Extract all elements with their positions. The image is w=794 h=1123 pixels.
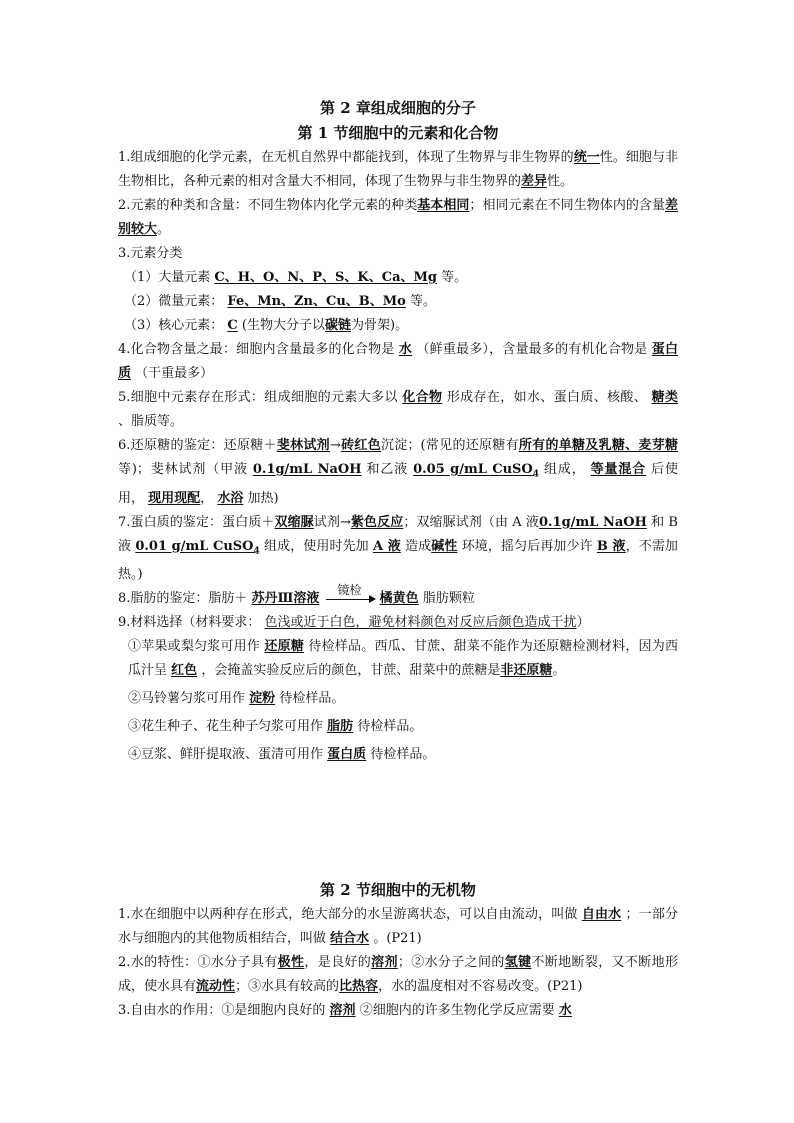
para-9-3: ③花生种子、花生种子匀浆可用作 脂肪 待检样品。 xyxy=(128,719,423,735)
para-5: 5.细胞中元素存在形式：组成细胞的元素大多以 化合物 形成存在，如水、蛋白质、核酸、 糖类 、脂质等。 xyxy=(118,390,678,429)
para-3-3: （3）核心元素： C (生物大分子以碳链为骨架)。 xyxy=(124,318,409,333)
para-3-1: （1）大量元素 C、H、O、N、P、S、K、Ca、Mg 等。 xyxy=(124,270,468,285)
para-9: 9.材料选择（材料要求： 色浅或近于白色，避免材料颜色对反应后颜色造成干扰） xyxy=(118,615,590,631)
para-8: 8.脂肪的鉴定：脂肪＋ 苏丹Ⅲ溶液 镜检 橘黄色 脂肪颗粒 xyxy=(118,583,475,607)
s2-para-2: 2.水的特性：①水分子具有极性，是良好的溶剂；②水分子之间的氢键不断地断裂，又不断地形成，使水具有流动性；③水具有较高的比热容，水的温度相对不容易改变。(P21) xyxy=(118,955,678,994)
s2-para-1: 1.水在细胞中以两种存在形式，绝大部分的水呈游离状态，可以自由流动，叫做 自由水 ；一部分水与细胞内的其他物质相结合，叫做 结合水 。(P21) xyxy=(118,907,678,946)
chapter-title: 第 2 章组成细胞的分子 xyxy=(320,99,476,117)
para-9-4: ④豆浆、鲜肝提取液、蛋清可用作 蛋白质 待检样品。 xyxy=(128,747,436,763)
section2-title: 第 2 节细胞中的无机物 xyxy=(320,881,476,899)
para-6: 6.还原糖的鉴定：还原糖＋斐林试剂→砖红色沉淀；(常见的还原糖有所有的单糖及乳糖、麦芽糖等)；斐林试剂（甲液 0.1g/mL NaOH 和乙液 0.05 g/mL CuSO$_4$ 组成， 等量混合 后使用， 现用现配， 水浴 加热) xyxy=(118,438,678,506)
para-9-2: ②马铃薯匀浆可用作 淀粉 待检样品。 xyxy=(128,691,345,707)
para-3: 3.元素分类 xyxy=(118,246,183,261)
para-7: 7.蛋白质的鉴定：蛋白质＋双缩脲试剂→紫色反应；双缩脲试剂（由 A 液0.1g/mL NaOH 和 B 液 0.01 g/mL CuSO$_4$ 组成，使用时先加 A 液 造成碱性 环境，摇匀后再加少许 B 液，不需加热。) xyxy=(118,514,678,583)
para-4: 4.化合物含量之最：细胞内含量最多的化合物是 水 （鲜重最多），含量最多的有机化合物是 蛋白质 （干重最多） xyxy=(118,342,678,381)
para-9-1: ①苹果或梨匀浆可用作 还原糖 待检样品。西瓜、甘蔗、甜菜不能作为还原糖检测材料，因为西瓜汁呈 红色 ，会掩盖实验反应后的颜色，甘蔗、甜菜中的蔗糖是非还原糖。 xyxy=(128,639,678,679)
s2-para-3: 3.自由水的作用：①是细胞内良好的 溶剂 ②细胞内的许多生物化学反应需要 水 xyxy=(118,1003,572,1018)
arrow-icon: 镜检 xyxy=(324,590,376,604)
para-3-2: （2）微量元素： Fe、Mn、Zn、Cu、B、Mo 等。 xyxy=(124,294,436,309)
para-2: 2.元素的种类和含量：不同生物体内化学元素的种类基本相同；相同元素在不同生物体内的含量差别较大。 xyxy=(118,198,678,237)
section1-title: 第 1 节细胞中的元素和化合物 xyxy=(297,124,499,142)
para-1: 1.组成细胞的化学元素，在无机自然界中都能找到，体现了生物界与非生物界的统一性。细胞与非生物相比，各种元素的相对含量大不相同，体现了生物界与非生物界的差异性。 xyxy=(118,150,678,189)
section2 xyxy=(118,878,678,1023)
section1 xyxy=(118,96,678,767)
